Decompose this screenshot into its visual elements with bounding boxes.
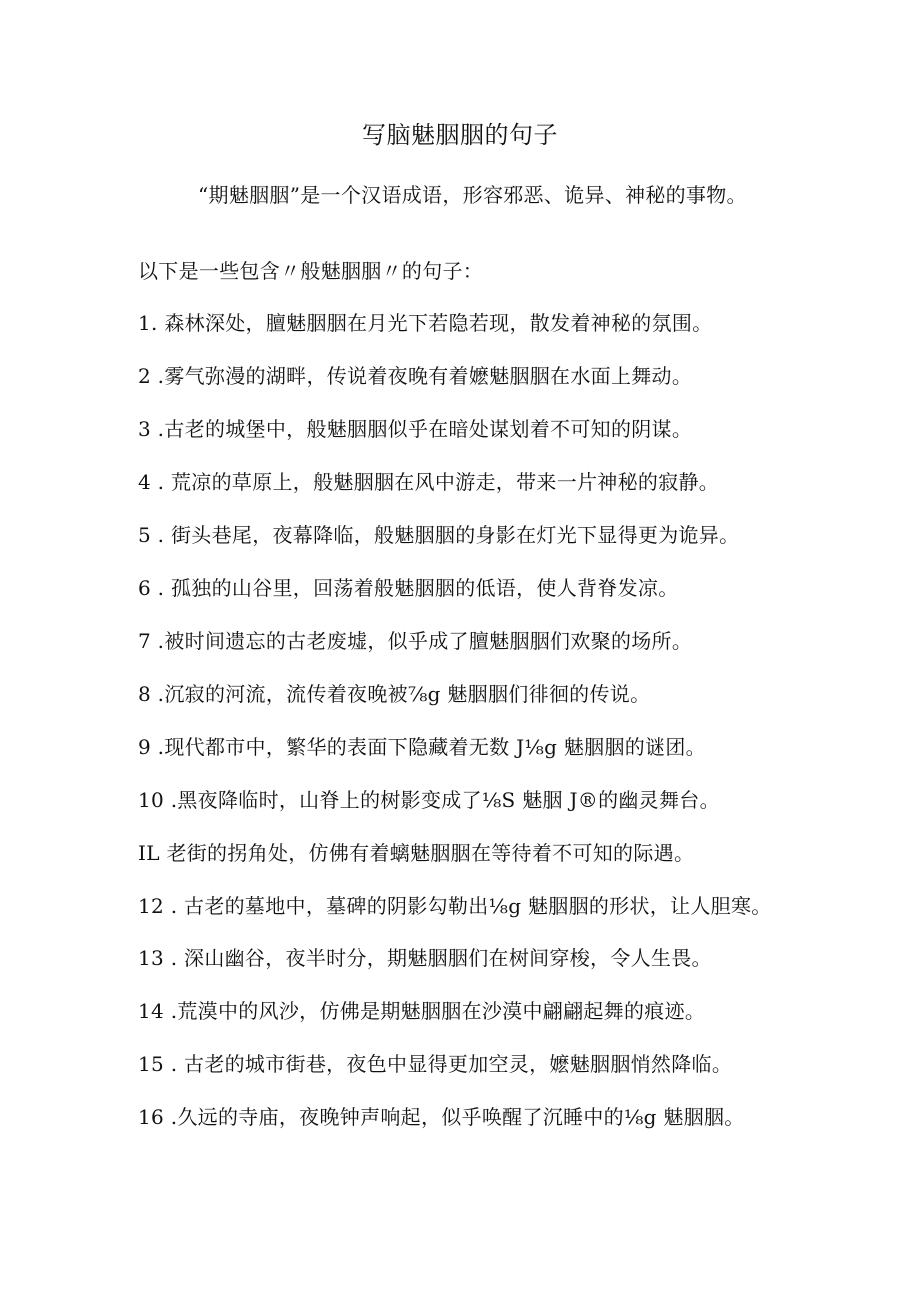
list-item: 9 .现代都市中，繁华的表面下隐藏着无数 J⅛g 魅胭胭的谜团。: [138, 735, 706, 759]
list-item: 15 . 古老的城市街巷，夜色中显得更加空灵，嬷魅胭胭悄然降临。: [138, 1052, 733, 1076]
list-item: 8 .沉寂的河流，流传着夜晚被⅞g 魅胭胭们徘徊的传说。: [138, 682, 651, 706]
list-item: 5 . 街头巷尾，夜幕降临，般魅胭胭的身影在灯光下显得更为诡异。: [138, 523, 740, 547]
list-item: IL 老街的拐角处，仿佛有着螭魅胭胭在等待着不可知的际遇。: [138, 841, 695, 865]
list-item: 2 .雾气弥漫的湖畔，传说着夜晚有着嬷魅胭胭在水面上舞动。: [138, 364, 693, 388]
list-item: 7 .被时间遗忘的古老废墟，似乎成了膻魅胭胭们欢聚的场所。: [138, 629, 693, 653]
list-item: 12 . 古老的墓地中，墓碑的阴影勾勒出⅛g 魅胭胭的形状，让人胆寒。: [138, 894, 772, 918]
list-item: 1. 森林深处，膻魅胭胭在月光下若隐若现，散发着神秘的氛围。: [138, 311, 713, 335]
list-item: 10 .黑夜降临时，山脊上的树影变成了⅛S 魅胭 J®的幽灵舞台。: [138, 788, 720, 812]
list-item: 6 . 孤独的山谷里，回荡着般魅胭胭的低语，使人背脊发凉。: [138, 576, 679, 600]
list-item: 14 .荒漠中的风沙，仿佛是期魅胭胭在沙漠中翩翩起舞的痕迹。: [138, 999, 706, 1023]
intro-paragraph: “期魅胭胭”是一个汉语成语，形容邪恶、诡异、神秘的事物。: [198, 183, 747, 207]
list-item: 16 .久远的寺庙，夜晚钟声响起，似乎唤醒了沉睡中的⅛g 魅胭胭。: [138, 1105, 745, 1129]
list-item: 4 . 荒凉的草原上，般魅胭胭在风中游走，带来一片神秘的寂静。: [138, 470, 720, 494]
sentence-list: [138, 309, 778, 1156]
list-item: 13 . 深山幽谷，夜半时分，期魅胭胭们在树间穿梭，令人生畏。: [138, 946, 712, 970]
list-intro: 以下是一些包含〃般魅胭胭〃的句子：: [138, 259, 484, 283]
page-title: 写脑魅胭胭的句子: [362, 121, 558, 149]
list-item: 3 .古老的城堡中，般魅胭胭似乎在暗处谋划着不可知的阴谋。: [138, 417, 693, 441]
